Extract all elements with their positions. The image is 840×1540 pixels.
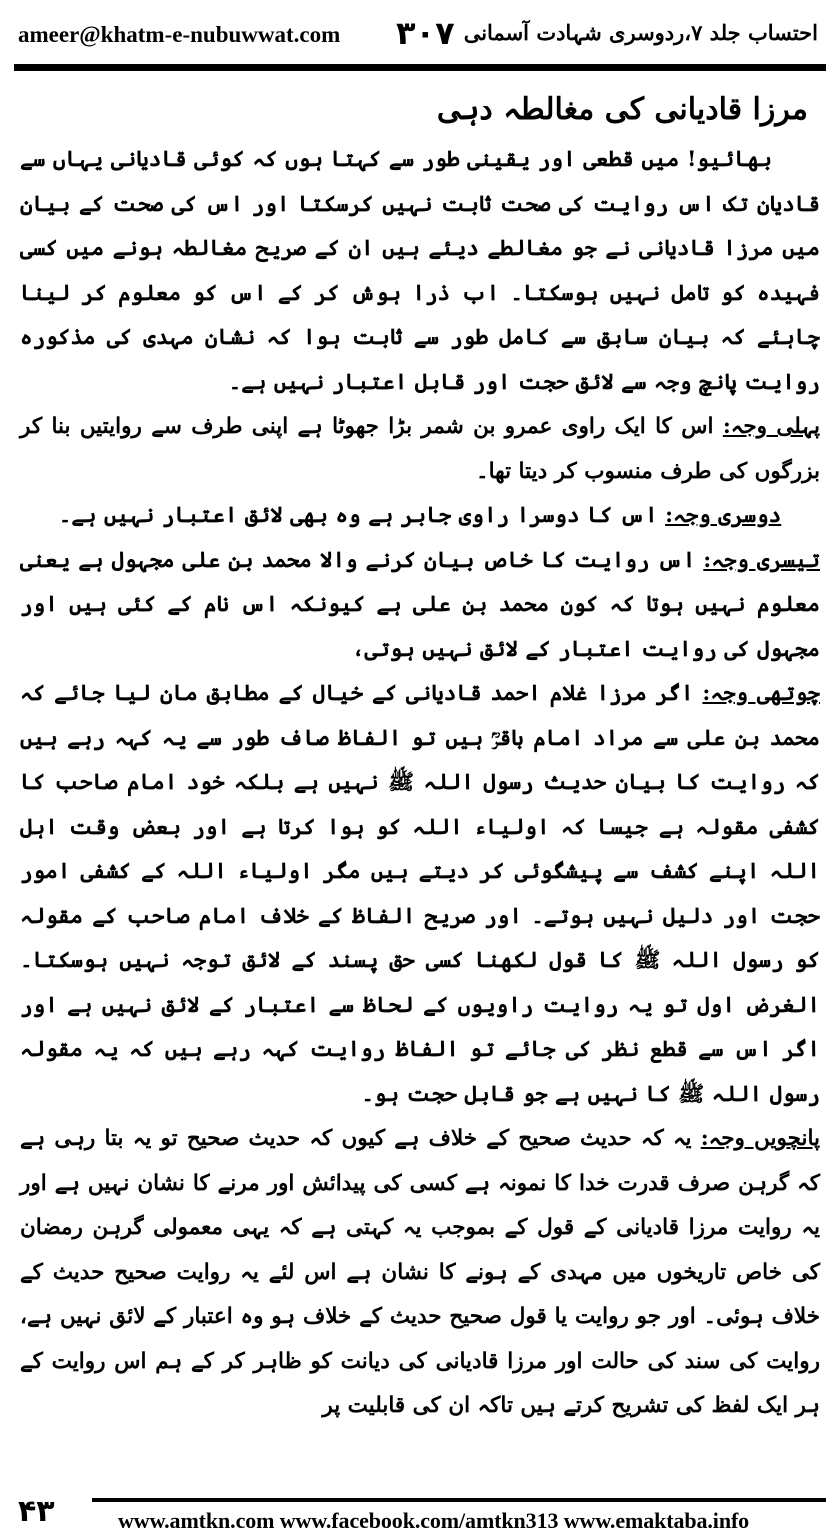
reason-2-label: دوسری وجہ:	[665, 503, 782, 528]
page-footer	[0, 1490, 840, 1540]
section-title: مرزا قادیانی کی مغالطہ دہی	[436, 92, 808, 127]
reason-3-text: اس روایت کا خاص بیان کرنے والا محمد بن علی مجہول ہے یعنی معلوم نہیں ہوتا کہ کون محمد بن علی ہے کیونکہ اس نام کے کئی ہیں اور مجہول کی روایت اعتبار کے لائق نہیں ہوتی،	[20, 547, 820, 662]
page-number: ۳۰۷	[396, 14, 455, 52]
footer-websites: www.amtkn.com www.facebook.com/amtkn313 www.emaktaba.info	[118, 1508, 750, 1533]
reason-4-label: چوتھی وجہ:	[702, 681, 821, 706]
running-title: احتساب جلد ۷،ردوسری شہادت آسمانی	[463, 20, 818, 45]
book-page-number: ۴۳	[18, 1494, 55, 1529]
reason-1-label: پہلی وجہ:	[722, 414, 821, 439]
reason-5	[20, 1117, 820, 1429]
reason-4	[20, 672, 820, 1117]
reason-2	[20, 494, 820, 539]
reason-2-text: اس کا دوسرا راوی جابر ہے وہ بھی لائق اعتبار نہیں ہے۔	[58, 503, 666, 528]
reason-5-label: پانچویں وجہ:	[700, 1126, 821, 1151]
reason-5-text: یہ کہ حدیث صحیح کے خلاف ہے کیوں کہ حدیث صحیح تو یہ بتا رہی ہے کہ گرہن صرف قدرت خدا کا نمونہ ہے کسی کی پیدائش اور مرنے کا نشان نہیں ہے اور یہ روایت مرزا قادیانی کے قول کے بموجب یہ کہتی ہے کہ یہی معمولی گرہن رمضان کی خاص تاریخوں میں مہدی کے ہونے کا نشان ہے اس لئے یہ روایت صحیح حدیث کے خلاف ہوئی۔ اور جو روایت یا قول صحیح حدیث کے خلاف ہو وہ اعتبار کے لائق نہیں ہے، روایت کی سند کی حالت اور مرزا قادیانی کی دیانت کو ظاہر کر کے ہم اس روایت کے ہر ایک لفظ کی تشریح کرتے ہیں تاکہ ان کی قابلیت پر	[20, 1126, 820, 1418]
footer-rule	[92, 1498, 826, 1502]
reason-1	[20, 405, 820, 494]
header-rule	[14, 64, 826, 71]
page-header	[18, 14, 822, 58]
intro-paragraph: بھائیو! میں قطعی اور یقینی طور سے کہتا ہوں کہ کوئی قادیانی یہاں سے قادیان تک اس روایت کی صحت ثابت نہیں کرسکتا اور اس کی صحت کے بیان میں مرزا قادیانی نے جو مغالطے دیئے ہیں ان کے صریح مغالطہ ہونے میں کسی فہیدہ کو تامل نہیں ہوسکتا۔ اب ذرا ہوش کر کے اس کو معلوم کر لینا چاہئے کہ بیان سابق سے کامل طور سے ثابت ہوا کہ نشان مہدی کی مذکورہ روایت پانچ وجہ سے لائق حجت اور قابل اعتبار نہیں ہے۔	[20, 147, 820, 395]
reason-4-text: اگر مرزا غلام احمد قادیانی کے خیال کے مطابق مان لیا جائے کہ محمد بن علی سے مراد امام باقرؒ ہیں تو الفاظ صاف طور سے یہ کہہ رہے ہیں کہ روایت کا بیان حدیث رسول اللہ ﷺ نہیں ہے بلکہ خود امام صاحب کا کشفی مقولہ ہے جیسا کہ اولیاء اللہ کو ہوا کرتا ہے اور بعض وقت اہل اللہ اپنے کشف سے پیشگوئی کر دیتے ہیں مگر اولیاء اللہ کے کشفی امور حجت اور دلیل نہیں ہوتے۔ اور صریح الفاظ کے خلاف امام صاحب کے مقولہ کو رسول اللہ ﷺ کا قول لکھنا کسی حق پسند کے لائق توجہ نہیں ہوسکتا۔ الغرض اول تو یہ روایت راویوں کے لحاظ سے اعتبار کے لائق نہیں ہے اور اگر اس سے قطع نظر کی جائے تو الفاظ روایت کہہ رہے ہیں کہ یہ مقولہ رسول اللہ ﷺ کا نہیں ہے جو قابل حجت ہو۔	[20, 681, 820, 1107]
reason-1-text: اس کا ایک راوی عمرو بن شمر بڑا جھوٹا ہے اپنی طرف سے روایتیں بنا کر بزرگوں کی طرف منسوب کر دیتا تھا۔	[20, 414, 820, 484]
header-email: ameer@khatm-e-nubuwwat.com	[18, 22, 341, 47]
reason-3-label: تیسری وجہ:	[703, 547, 820, 573]
article-body	[20, 78, 820, 1429]
reason-3	[20, 539, 820, 673]
